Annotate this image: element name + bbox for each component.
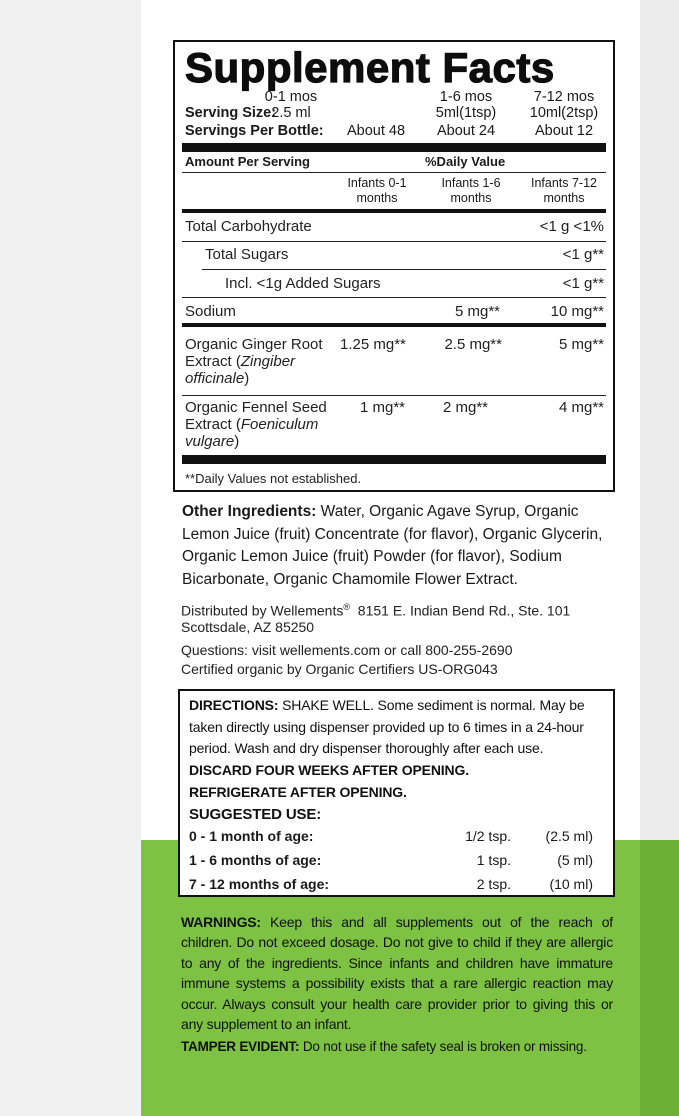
row-ginger-c3: 5 mg** [558,336,604,353]
row-fennel-c2: 2 mg** [442,399,488,416]
supplement-facts-box [173,40,615,492]
rule-row-2 [202,269,606,270]
discard-line: DISCARD FOUR WEEKS AFTER OPENING. [189,762,469,779]
use-row-0: 0 - 1 month of age: 1/2 tsp. (2.5 ml) [189,828,593,844]
warnings-text: WARNINGS: Keep this and all supplements out of the reach of children. Do not exceed dosage. Do not give to child if they are allergic to any of the ingredients. Since infants and children have immature immune systems a possibility exists that a rare allergic reaction may occur. Always consult your health care provider prior to giving this or any supplement to an infant. [181,914,613,1033]
col2-servings: About 24 [436,123,496,139]
row-added-c3: <1 g** [562,275,604,292]
tamper-evident-text: TAMPER EVIDENT: Do not use if the safety seal is broken or missing. [181,1039,587,1054]
col1-subheader: Infants 0-1 months [347,176,407,205]
rule-thick-1 [182,143,606,152]
green-band-side [640,840,679,1116]
refrigerate-line: REFRIGERATE AFTER OPENING. [189,783,407,800]
col3-servings: About 12 [534,123,594,139]
rule-thick-2 [182,455,606,464]
rule-row-1 [182,241,606,242]
row-ginger-c1: 1.25 mg** [340,336,406,353]
distributor-line-1: Distributed by Wellements® 8151 E. Indian Bend Rd., Ste. 101 [181,602,571,619]
directions-box [178,689,615,897]
certified-line: Certified organic by Organic Certifiers US-ORG043 [181,661,498,677]
col3-size: 10ml(2tsp) [529,105,599,121]
distributor-line-2: Scottsdale, AZ 85250 [181,619,315,635]
facts-footnote: **Daily Values not established. [185,471,362,486]
col2-size: 5ml(1tsp) [435,105,497,121]
servings-label: Servings Per Bottle: [185,123,324,139]
row-ginger-c2: 2.5 mg** [444,336,502,353]
row-added-name: Incl. <1g Added Sugars [225,275,381,292]
questions-line: Questions: visit wellements.com or call 800-255-2690 [181,642,513,658]
directions-text: DIRECTIONS: SHAKE WELL. Some sediment is normal. May be taken directly using dispenser provided up to 6 times in a 24-hour period. Wash and dry dispenser thoroughly after each use. DISCARD FOUR WEEKS AFTER OPENING. REFRIGERATE AFTER OPENING. SUGGESTED USE: [189,697,585,823]
col1-size: 2.5 ml [271,105,311,121]
row-sugars-c3: <1 g** [562,246,604,263]
row-sugars-name: Total Sugars [205,246,289,263]
use-row-2: 7 - 12 months of age: 2 tsp. (10 ml) [189,876,593,892]
dv-header: %Daily Value [425,154,506,169]
serving-size-label: Serving Size: [185,105,277,121]
facts-title: Supplement Facts [185,44,555,91]
col3-age: 7-12 mos [533,89,595,105]
other-ingredients: Other Ingredients: Water, Organic Agave Syrup, Organic Lemon Juice (fruit) Concentrate (for flavor), Organic Glycerin, Organic Lemon Juice (fruit) Powder (for flavor), Sodium Bicarbonate, Organic Chamomile Flower Extract. [182,503,603,588]
row-sodium-c3: 10 mg** [550,303,604,320]
col3-subheader: Infants 7-12 months [530,176,597,205]
row-fennel-c3: 4 mg** [558,399,604,416]
rule-med-1 [182,209,606,213]
use-row-1: 1 - 6 months of age: 1 tsp. (5 ml) [189,852,593,868]
col1-servings: About 48 [347,123,406,139]
amount-header: Amount Per Serving [185,154,310,169]
row-carb-c3: <1 g <1% [539,218,604,235]
col2-subheader: Infants 1-6 months [441,176,501,205]
suggested-use-heading: SUGGESTED USE: [189,805,322,823]
rule-thin-hdr [182,172,606,173]
rule-med-2 [182,323,606,327]
row-sodium-name: Sodium [185,303,236,320]
package-left-side [0,0,141,1116]
row-ginger-name: Organic Ginger Root Extract (Zingiber officinale) [185,336,323,387]
row-carb-name: Total Carbohydrate [185,218,312,235]
col1-age: 0-1 mos [264,89,318,105]
row-fennel-c1: 1 mg** [360,399,406,416]
col2-age: 1-6 mos [439,89,493,105]
rule-row-3 [182,297,606,298]
rule-row-4 [182,395,606,396]
row-fennel-name: Organic Fennel Seed Extract (Foeniculum vulgare) [185,399,327,450]
row-sodium-c2: 5 mg** [454,303,500,320]
